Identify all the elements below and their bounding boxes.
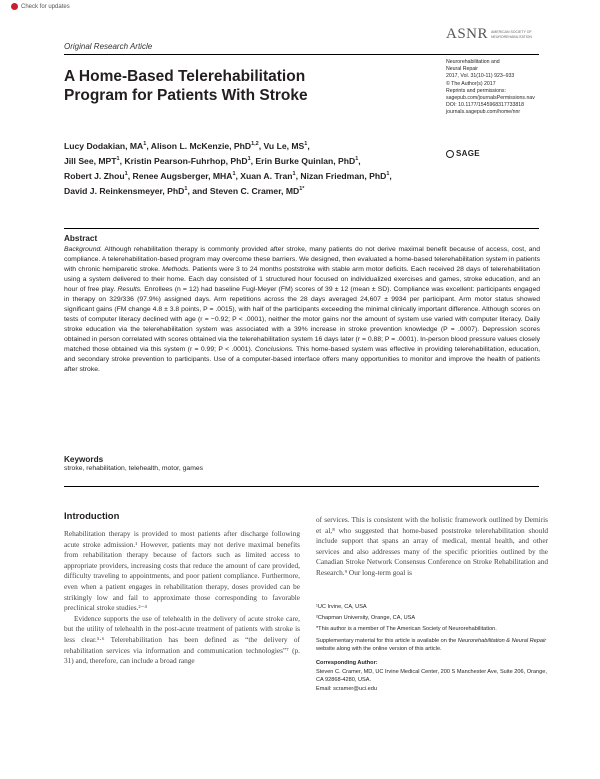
author-name: Steven C. Cramer, MD [209, 185, 300, 196]
society-logo [446, 26, 561, 43]
journal-info-line: Reprints and permissions: [446, 87, 506, 94]
keywords-text: stroke, rehabilitation, telehealth, motor, games [64, 465, 204, 472]
journal-info-line: 2017, Vol. 31(10-11) 923–933 [446, 73, 515, 80]
abstract-section [64, 234, 540, 375]
keywords-heading: Keywords [64, 455, 104, 464]
author-affiliation: 1 [355, 155, 359, 162]
author-name: David J. Reinkensmeyer, PhD [64, 185, 185, 196]
abstract-methods-label: Methods. [162, 266, 191, 273]
author-name: Erin Burke Quinlan, PhD [255, 155, 356, 166]
member-footnote: *This author is a member of The American Society of Neurorehabilitation. [316, 626, 497, 632]
logo-text: ASNR [446, 26, 489, 42]
abstract-background: Although rehabilitation therapy is commonly provided after stroke, many patients do not derive maximal benefit because of access, cost, and compliance. A telerehabilitation-based program may overcome these barriers. We designed, then evaluated a home-based telerehabilitation system in patients with chronic hemiparetic stroke. [64, 246, 540, 273]
author-affiliation: 1 [232, 170, 236, 177]
header-rule [64, 54, 539, 55]
corresponding-author-email[interactable]: Email: scramer@uci.edu [316, 686, 378, 692]
author-affiliation: 1 [143, 141, 147, 147]
author-name: Alison L. McKenzie, PhD [150, 140, 252, 151]
keywords-section [64, 455, 540, 472]
author-name: Renee Augsberger, MHA [132, 170, 233, 181]
author-affiliation: 1 [124, 170, 128, 177]
abstract-heading: Abstract [64, 234, 98, 243]
abstract-methods: Patients were 3 to 24 months poststroke with stable arm motor deficits. Each received 28 days of telerehabilitation using a system delivered to their home. Each day consisted of 1 structured hour focused on individualized exercises and games, stroke education, and an hour of free play. [64, 266, 540, 293]
intro-paragraph: Evidence supports the use of telehealth in the delivery of acute stroke care, but the utility of telehealth in the post-acute treatment of patients with stroke is less clear.⁵·⁶ Telerehabilitation has been defined as “the delivery of rehabilitation services via information and communication technologies”⁷ (p. 31) and, therefore, can include a broad range [64, 613, 300, 666]
author-name: Robert J. Zhou [64, 170, 125, 181]
affiliation-footnote: ²Chapman University, Orange, CA, USA [316, 615, 416, 621]
publisher-name: SAGE [456, 149, 480, 158]
author-list: Lucy Dodakian, $MA^1$, Alison L. McKenzie, PhD$^{1,2}$, Vu Le, $MS^1$, Jill See, MPT$^1$, Kristin Pearson-Fuhrhop, PhD$^1$, Erin Burke Quinlan, PhD$^1$, Robert J. Zhou$^1$, Renee Augsberger, MHA$^1$, Xuan A. Tran$^1$, Nizan Friedman, PhD$^1$, David J. Reinkensmeyer, PhD$^1$, and Steven C. Cramer, $MD^{1*}$ [64, 140, 392, 196]
society-name: AMERICAN SOCIETY OF NEUROREHABILITATION [491, 30, 532, 39]
corresponding-author-heading: Corresponding Author: [316, 660, 378, 666]
corresponding-author-address: Steven C. Cramer, MD, UC Irvine Medical Center, 200 S Manchester Ave, Suite 206, Orange, CA 92868-4280, USA. [316, 669, 547, 683]
author-affiliation: 1 [292, 170, 296, 177]
abstract-text [64, 245, 540, 375]
author-name: Nizan Friedman, PhD [300, 170, 387, 181]
abstract-rule [64, 228, 539, 229]
journal-info [446, 59, 556, 117]
journal-info-line: Neural Repair [446, 66, 479, 73]
intro-paragraph: Rehabilitation therapy is provided to most patients after discharge following acute stroke admission.¹ However, patients may not derive maximal benefits from rehabilitation therapy because of factors such as limited access to appropriate providers, increasing costs that reduce the amount of care provided, difficulty traveling to appointments, and poor patient compliance. Furthermore, even when a patient engages in rehabilitation therapy, doses provided can be strikingly low and fail to approximate those corresponding to favorable preclinical stroke studies.²⁻⁴ [64, 529, 300, 613]
author-affiliation: 1* [299, 185, 305, 192]
journal-info-line: © The Author(s) 2017 [446, 80, 496, 87]
doi-line[interactable]: DOI: 10.1177/1545968317733818 [446, 102, 525, 109]
author-name: Lucy Dodakian, MA [64, 140, 144, 151]
footnotes [316, 603, 548, 696]
journal-info-link[interactable]: sagepub.com/journalsPermissions.nav [446, 95, 535, 102]
author-affiliation: 1 [184, 185, 188, 192]
intro-paragraph: of services. This is consistent with the holistic framework outlined by Demiris et al,⁸ who suggested that home-based poststroke telerehabilitation should include support that spans an array of medical, mental health, and other services and also addresses many of the specific priorities outlined by the Canadian Stroke Network Consensus Conference on Stroke Rehabilitation and Research.⁹ Our long-term goal is [316, 515, 548, 577]
supplementary-text: Supplementary material for this article is available on the [316, 638, 457, 644]
abstract-conclusions: This home-based system was effective in providing telerehabilitation, education, and secondary stroke prevention to participants. Use of a computer-based interface offers many opportunities to monitor and improve the health of patients after stroke. [64, 346, 541, 373]
check-for-updates-badge[interactable] [11, 3, 70, 10]
author-name: Kristin Pearson-Fuhrhop, PhD [124, 155, 248, 166]
author-affiliation: 1 [116, 155, 120, 162]
author-affiliation: 1,2 [251, 141, 259, 147]
check-for-updates-label: Check for updates [21, 3, 70, 10]
journal-info-link[interactable]: journals.sagepub.com/home/nnr [446, 109, 521, 116]
author-conjunction: and [192, 185, 208, 196]
author-name: Vu Le, MS [263, 140, 305, 151]
abstract-background-label: Background. [64, 246, 103, 253]
author-name: Jill See, MPT [64, 155, 117, 166]
supplementary-note [316, 637, 548, 653]
author-affiliation: 1 [386, 170, 390, 177]
abstract-conclusions-label: Conclusions. [254, 346, 294, 353]
affiliation-footnote: ¹UC Irvine, CA, USA [316, 604, 367, 610]
author-name: Xuan A. Tran [240, 170, 293, 181]
supplementary-text: website along with the online version of this article. [316, 646, 442, 652]
body-column-right [316, 515, 548, 579]
crossmark-icon [11, 3, 18, 10]
abstract-results: Enrollees (n = 12) had baseline Fugl-Meyer (FM) scores of 39 ± 12 (mean ± SD). Compliance was excellent: participants engaged in therapy on 329/336 (97.9%) assigned days. Arm repetitions across the 28 days averaged 24,607 ± 9934 per participant. Arm motor status showed significant gains (FM change 4.8 ± 3.8 points, P = .0015), with half of the participants exceeding the minimal clinically important difference. Although scores on tests of computer literacy declined with age (r = −0.92; P < .0001), neither the motor gains nor the amount of system use varied with computer literacy. Daily stroke education via the telerehabilitation system was associated with a 39% increase in stroke prevention knowledge (P = .0007). Depression scores obtained in person correlated with scores obtained via the telerehabilitation system 16 days later (r = 0.88; P = .0001). In-person blood pressure values closely matched those obtained via this system (r = 0.99; P < .0001). [64, 286, 541, 353]
introduction-heading: Introduction [64, 511, 120, 522]
body-column-left [64, 529, 300, 667]
keywords-rule [64, 486, 539, 487]
abstract-results-label: Results. [117, 286, 143, 293]
journal-info-line: Neurorehabilitation and [446, 59, 500, 65]
article-type: Original Research Article [64, 42, 153, 51]
author-affiliation: 1 [247, 155, 251, 162]
author-affiliation: 1 [304, 141, 308, 147]
journal-name: Neurorehabilitation & Neural Repair [457, 638, 547, 644]
article-title: A Home-Based Telerehabilitation Program for Patients With Stroke [64, 68, 308, 104]
